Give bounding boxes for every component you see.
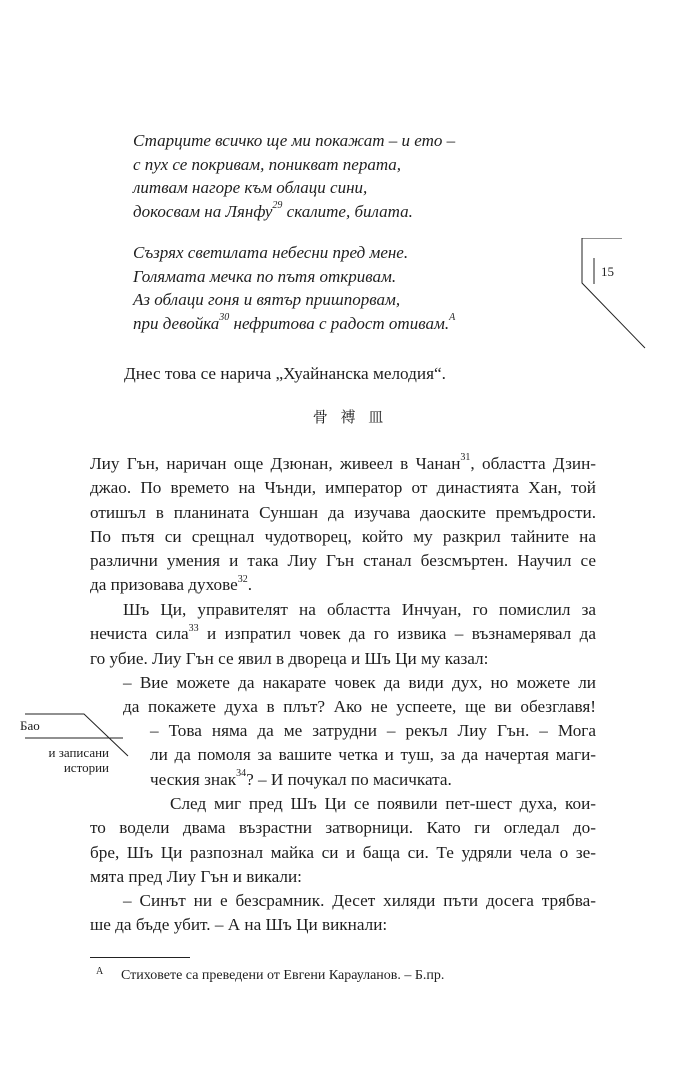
text-line: След миг пред Шъ Ци се появили пет-шест духа, кои- [170,794,596,813]
footnote-marker: А [96,966,104,977]
poem-line: докосвам на Лянфу$^{29}$ скалите, билата. [133,199,413,221]
poem-line: Старците всичко ще ми покажат – и ето – [133,131,456,150]
text-line: По пътя си срещнал чудотворец, който му разкрил тайните на [90,526,596,546]
footnote-ref: 34 [236,767,247,779]
footnote-ref: А [449,311,456,323]
dialogue-3 [90,889,596,938]
page-number: 15 [601,264,614,279]
paragraph-2 [90,598,596,671]
footnote-rule [90,957,190,958]
poem-stanza-1 [133,129,455,223]
text-line: – Вие можете да накарате човек да види дух, но можете ли [123,673,596,692]
footnote-text: Стиховете са преведени от Евгени Карауланов. – Б.пр. [121,968,445,983]
footnote-ref: 29 [272,199,283,211]
poem-line: литвам нагоре към облаци сини, [133,178,368,197]
closing-line: Днес това се нарича „Хуайнанска мелодия“. [124,364,446,383]
poem-line: при девойка$^{30}$ нефритова с радост отивам.$^А$ [133,311,456,333]
text-line: ше да бъде убит. – А на Шъ Ци викнали: [90,915,388,935]
text-line: ческия знак$^{34}$? – И почукал по масичката. [150,767,452,789]
text-line: нечиста сила$^{33}$ и изпратил човек да го извика – възнамерявал да [90,622,596,644]
footnote-ref: 33 [188,622,199,634]
footnote-ref: 31 [460,452,471,464]
text-line: ли да помоля за вашите четка и туш, за да начертая маги- [150,745,596,765]
text-line: го убие. Лиу Гън се явил в двореца и Шъ Ци му казал: [90,648,489,668]
text-line: да покажете духа в плът? Ако не успеете, ще ви обезглавя! [123,697,596,717]
text-line: Лиу Гън, наричан още Дзюнан, живеел в Чанан$^{31}$, областта Дзин- [90,452,596,473]
footnote-ref: 30 [219,311,230,323]
text-line: да призовава духове$^{32}$. [90,573,253,595]
text-line: отишъл в планината Суншан да изучава даоските премъдрости. [90,502,596,522]
text-line: – Синът ни е безсрамник. Десет хиляди пъти досега трябва- [123,891,596,910]
poem-line: Голямата мечка по пътя откривам. [133,266,397,286]
dialogue-1 [90,671,596,720]
text-line: Шъ Ци, управителят на областта Инчуан, го помислил за [123,600,596,619]
text-line: различни умения и така Лиу Гън станал безсмъртен. Научил се [90,551,596,571]
text-line: то водели двама възрастни затворници. Като ги огледал до- [90,818,596,838]
page-number-frame [572,238,652,350]
text-line: мята пред Лиу Гън и викали: [90,866,302,886]
poem-line: Аз облаци гоня и вятър пришпорвам, [133,290,401,309]
dialogue-2 [90,719,596,792]
text-line: джао. По времето на Чънди, император от династията Хан, той [90,478,596,498]
paragraph-3 [90,792,596,889]
poem-line: Съзрях светилата небесни пред мене. [133,243,409,262]
footnote-ref: 32 [237,573,248,585]
text-line: бре, Шъ Ци разпознал майка си и баща си. Те удряли чела о зе- [90,842,596,862]
text-line: – Това няма да ме затрудни – рекъл Лиу Гън. – Мога [150,721,596,740]
paragraph-1 [90,452,596,598]
margin-note-title: Бао [20,718,40,733]
margin-note-subtitle: и записани истории [48,745,109,775]
section-ornament: ⻣ 禣 ⽫ [312,408,388,426]
poem-stanza-2 [133,241,455,335]
poem-line: с пух се покривам, поникват перата, [133,154,402,174]
